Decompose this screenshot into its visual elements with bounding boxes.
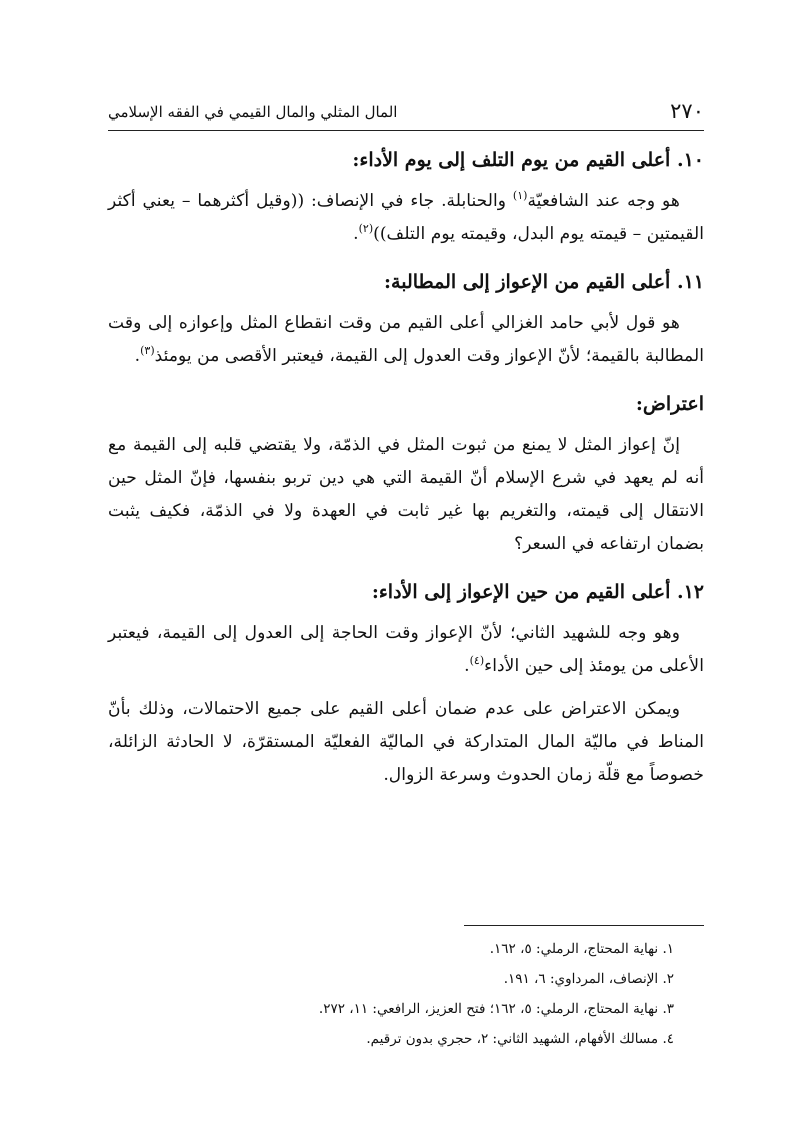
text-run: إنّ إعواز المثل لا يمنع من ثبوت المثل في الذمّة، ولا يقتضي قلبه إلى القيمة مع أنه لم يعهد في شرع الإسلام أنّ القيمة التي هي دين تربو بنفسها، فإنّ المثل حين الانتقال إلى قيمته، والتغريم بها غير ثابت في العهدة ولا في الذمّة، فكيف يثبت بضمان ارتفاعه في السعر؟ (108, 435, 704, 554)
text-run: . (464, 656, 470, 676)
footnotes (108, 934, 674, 1054)
book-page (108, 0, 704, 1134)
section-heading-11: ١١. أعلى القيم من الإعواز إلى المطالبة: (384, 271, 704, 293)
footnote-divider (464, 925, 704, 926)
paragraph (108, 185, 704, 251)
footnote-1: ١. نهاية المحتاج، الرملي: ٥، ١٦٢. (489, 941, 674, 957)
text-run: ويمكن الاعتراض على عدم ضمان أعلى القيم على جميع الاحتمالات، وذلك بأنّ المناط في ماليّة المال المتداركة في الماليّة الفعليّة المستقرّة، لا الحادثة الزائلة، خصوصاً مع قلّة زمان الحدوث وسرعة الزوال. (108, 699, 704, 785)
paragraph (108, 693, 704, 792)
section-heading-12: ١٢. أعلى القيم من حين الإعواز إلى الأداء: (371, 581, 704, 603)
footnote-ref-4[interactable]: (٤) (469, 654, 485, 667)
paragraph (108, 307, 704, 373)
main-text (108, 145, 704, 792)
running-header (108, 96, 704, 131)
book-title: المال المثلي والمال القيمي في الفقه الإسلامي (108, 103, 398, 121)
footnote-3: ٣. نهاية المحتاج، الرملي: ٥، ١٦٢؛ فتح العزيز، الرافعي: ١١، ٢٧٢. (318, 1001, 674, 1017)
footnote-ref-1[interactable]: (١) (512, 189, 528, 202)
footnote-2: ٢. الإنصاف، المرداوي: ٦، ١٩١. (503, 971, 674, 987)
section-heading-10: ١٠. أعلى القيم من يوم التلف إلى يوم الأداء: (352, 149, 704, 171)
text-run: . (353, 224, 359, 244)
footnote-ref-3[interactable]: (٣) (140, 344, 155, 357)
footnote-4: ٤. مسالك الأفهام، الشهيد الثاني: ٢، حجري بدون ترقيم. (366, 1031, 674, 1047)
text-run: هو وجه عند الشافعيّة (527, 191, 680, 211)
footnote-ref-2[interactable]: (٢) (358, 222, 374, 235)
paragraph (108, 617, 704, 683)
paragraph (108, 429, 704, 561)
section-heading-objection: اعتراض: (635, 393, 704, 415)
text-run: وهو وجه للشهيد الثاني؛ لأنّ الإعواز وقت الحاجة إلى العدول إلى القيمة، فيعتبر الأعلى من يومئذ إلى حين الأداء (108, 623, 704, 676)
text-run: والحنابلة. جاء في الإنصاف: ((وقيل أكثرهما – يعني أكثر القيمتين – قيمته يوم البدل، وقيمته يوم التلف)) (108, 191, 704, 244)
page-number: ٢٧٠ (670, 99, 704, 123)
text-run: هو قول لأبي حامد الغزالي أعلى القيم من وقت انقطاع المثل وإعوازه إلى وقت المطالبة بالقيمة؛ لأنّ الإعواز وقت العدول إلى القيمة، فيعتبر الأقصى من يومئذ (108, 313, 704, 366)
text-run: . (134, 346, 141, 366)
